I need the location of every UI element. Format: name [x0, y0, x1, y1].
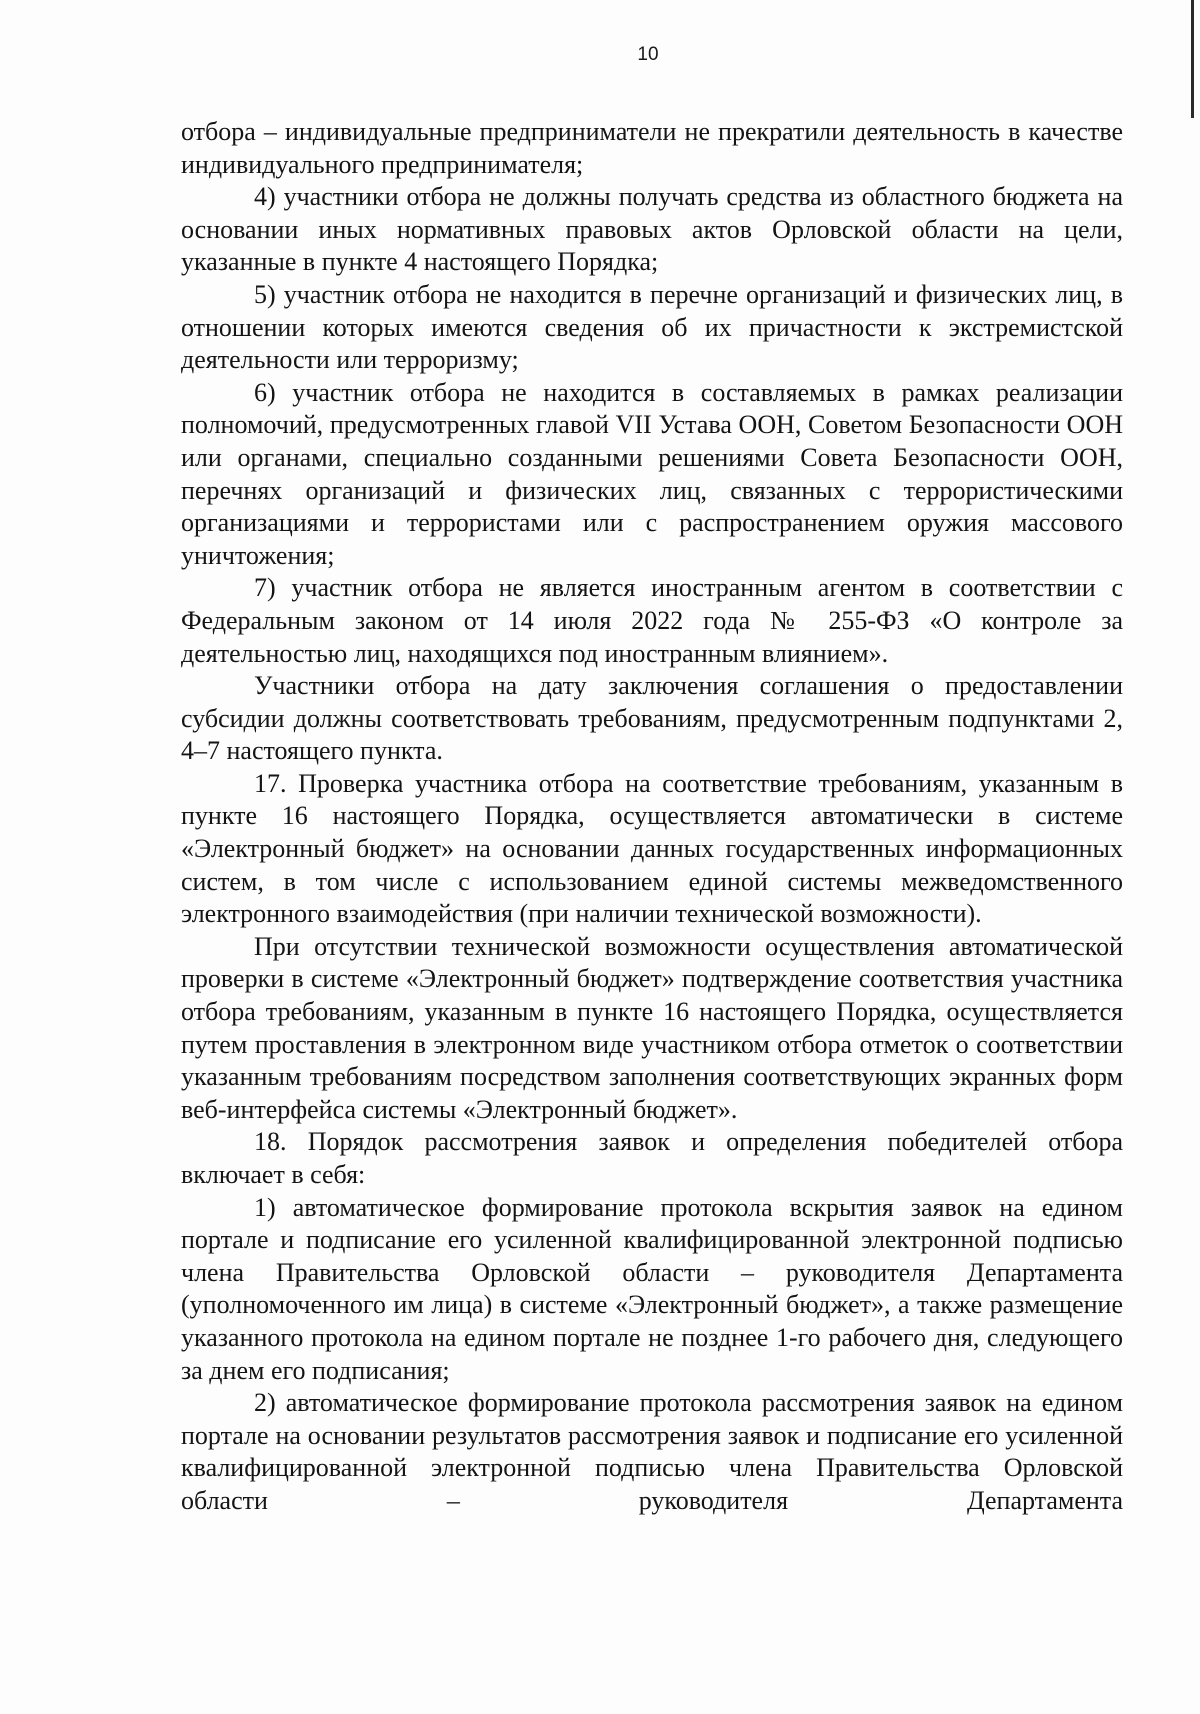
paragraph-item-6: 6) участник отбора не находится в составляемых в рамках реализации полномочий, предусмотренных главой VII Устава ООН, Советом Безопасности ООН или органами, специально созданными решениями Совета Безопасности ООН, перечнях организаций и физических лиц, связанных с террористическими организациями и террористами или с распространением оружия массового уничтожения;	[181, 377, 1123, 570]
paragraph-item-4: 4) участники отбора не должны получать средства из областного бюджета на основании иных нормативных правовых актов Орловской области на цели, указанные в пункте 4 настоящего Порядка;	[181, 182, 1123, 277]
paragraph-section-18: 18. Порядок рассмотрения заявок и определения победителей отбора включает в себя:	[181, 1127, 1123, 1189]
page-number: 10	[637, 44, 659, 65]
paragraph-item-7: 7) участник отбора не является иностранным агентом в соответствии с Федеральным законом от 14 июля 2022 года № 255-ФЗ «О контроле за деятельностью лиц, находящихся под иностранным влиянием».	[181, 573, 1123, 668]
paragraph-continued: отбора – индивидуальные предприниматели не прекратили деятельность в качестве индивидуального предпринимателя;	[181, 117, 1123, 179]
paragraph-item-5: 5) участник отбора не находится в перечне организаций и физических лиц, в отношении которых имеются сведения об их причастности к экстремистской деятельности или терроризму;	[181, 279, 1123, 375]
paragraph-item-18-1: 1) автоматическое формирование протокола вскрытия заявок на едином портале и подписание его усиленной квалифицированной электронной подписью члена Правительства Орловской области – руководителя Департамента (уполномоченного им лица) в системе «Электронный бюджет», а также размещение указанного протокола на едином портале не позднее 1-го рабочего дня, следующего за днем его подписания;	[181, 1192, 1123, 1385]
paragraph-no-tech: При отсутствии технической возможности осуществления автоматической проверки в системе «Электронный бюджет» подтверждение соответствия участника отбора требованиям, указанным в пункте 16 настоящего Порядка, осуществляется путем проставления в электронном виде участником отбора отметок о соответствии указанным требованиям посредством заполнения соответствующих экранных форм веб-интерфейса системы «Электронный бюджет».	[181, 931, 1123, 1124]
paragraph-participants: Участники отбора на дату заключения соглашения о предоставлении субсидии должны соответствовать требованиям, предусмотренным подпунктами 2, 4–7 настоящего пункта.	[181, 671, 1123, 766]
paragraph-section-17: 17. Проверка участника отбора на соответствие требованиям, указанным в пункте 16 настоящего Порядка, осуществляется автоматически в системе «Электронный бюджет» на основании данных государственных информационных систем, в том числе с использованием единой системы межведомственного электронного взаимодействия (при наличии технической возможности).	[181, 768, 1123, 929]
paragraph-item-18-2: 2) автоматическое формирование протокола рассмотрения заявок на едином портале на основании результатов рассмотрения заявок и подписание его усиленной квалифицированной электронной подписью члена Правительства Орловской области – руководителя Департамента	[181, 1388, 1123, 1515]
document-body	[181, 116, 1123, 1518]
